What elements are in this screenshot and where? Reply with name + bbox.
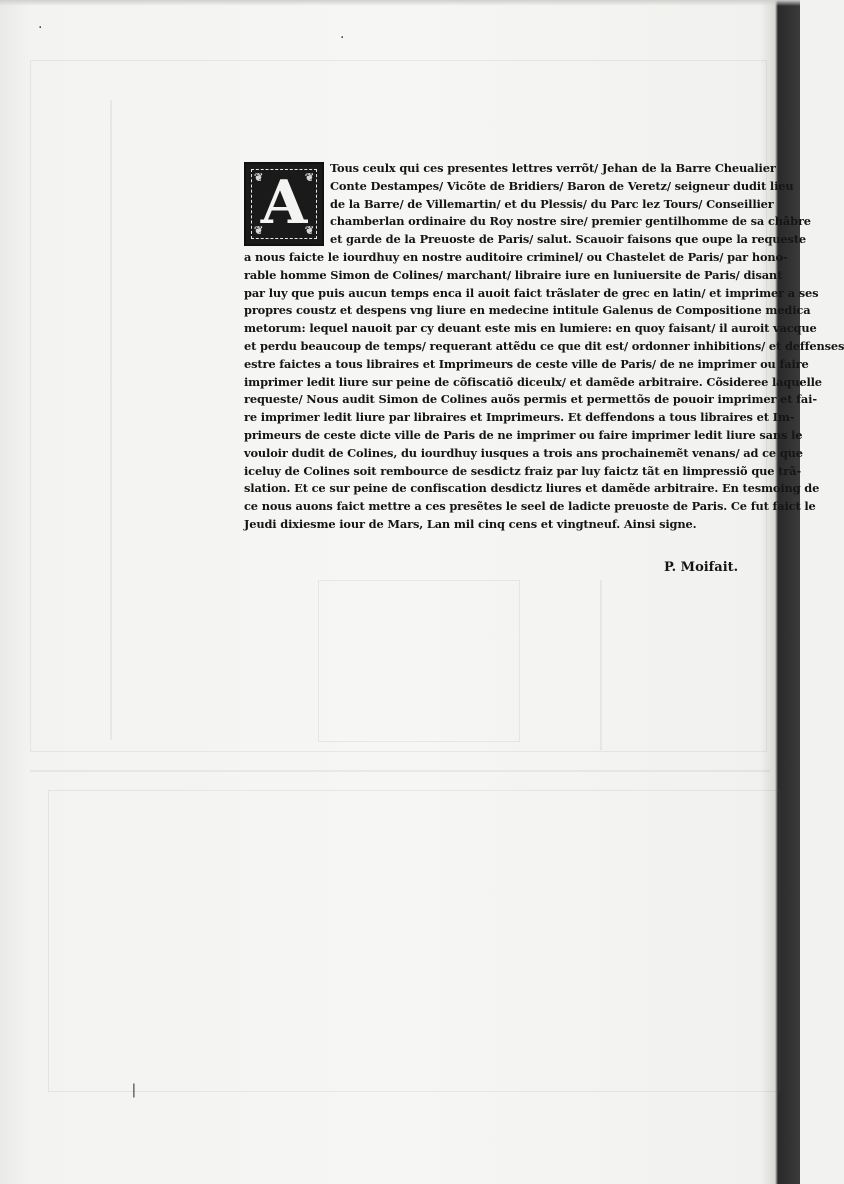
decorated-initial bbox=[244, 162, 324, 246]
text-line: de la Barre/ de Villemartin/ et du Plessis/ du Parc lez Tours/ Conseillier bbox=[330, 196, 774, 211]
show-through-rule bbox=[30, 770, 770, 772]
text-line: metorum: lequel nauoit par cy deuant este mis en lumiere: en quoy faisant/ il auroit vacque bbox=[244, 321, 817, 336]
text-line: ce nous auons faict mettre a ces presẽtes le seel de ladicte preuoste de Paris. Ce fut faict le bbox=[244, 499, 816, 514]
text-line: primeurs de ceste dicte ville de Paris de ne imprimer ou faire imprimer ledit liure sans le bbox=[244, 427, 803, 442]
show-through-column bbox=[110, 100, 112, 740]
page-top-edge bbox=[0, 0, 800, 6]
text-line: Jeudi dixiesme iour de Mars, Lan mil cinq cens et vingtneuf. Ainsi signe. bbox=[244, 516, 697, 531]
leaf-ornament-icon: ❦ bbox=[304, 171, 314, 184]
text-line: et perdu beaucoup de temps/ requerant attẽdu ce que dit est/ ordonner inhibitions/ et deffenses bbox=[244, 338, 844, 353]
text-line: et garde de la Preuoste de Paris/ salut. Scauoir faisons que oupe la requeste bbox=[330, 232, 807, 247]
initial-letter: A bbox=[260, 168, 308, 238]
text-line: slation. Et ce sur peine de confiscation desdictz liures et damẽde arbitraire. En tesmoing de bbox=[244, 481, 820, 496]
ink-speck: ❘ bbox=[128, 1082, 140, 1098]
text-line: estre faictes a tous libraires et Imprimeurs de ceste ville de Paris/ de ne imprimer ou faire bbox=[244, 356, 809, 371]
text-line: Conte Destampes/ Vicõte de Bridiers/ Baron de Veretz/ seigneur dudit lieu bbox=[330, 178, 794, 193]
show-through-frame-lower bbox=[48, 790, 780, 1092]
text-line: rable homme Simon de Colines/ marchant/ libraire iure en luniuersite de Paris/ disant bbox=[244, 267, 783, 282]
text-line: requeste/ Nous audit Simon de Colines auõs permis et permettõs de pouoir imprimer et fai- bbox=[244, 392, 817, 407]
privilege-text bbox=[244, 160, 844, 534]
ink-speck: · bbox=[340, 30, 345, 46]
leaf-ornament-icon: ❦ bbox=[254, 171, 264, 184]
text-line: re imprimer ledit liure par libraires et Imprimeurs. Et deffendons a tous libraires et Im- bbox=[244, 410, 795, 425]
ink-speck: · bbox=[38, 20, 43, 36]
text-line: propres coustz et despens vng liure en medecine intitule Galenus de Compositione medica bbox=[244, 303, 811, 318]
text-line: imprimer ledit liure sur peine de cõfiscatiõ diceulx/ et damẽde arbitraire. Cõsideree laquelle bbox=[244, 374, 822, 389]
text-line: chamberlan ordinaire du Roy nostre sire/ premier gentilhomme de sa châbre bbox=[330, 214, 811, 229]
text-line: a nous faicte le iourdhuy en nostre auditoire criminel/ ou Chastelet de Paris/ par hono- bbox=[244, 249, 788, 264]
text-line: iceluy de Colines soit rembource de sesdictz fraiz par luy faictz tãt en limpressiõ que trã- bbox=[244, 463, 801, 478]
leaf-ornament-icon: ❦ bbox=[304, 224, 314, 237]
text-line: Tous ceulx qui ces presentes lettres verrõt/ Jehan de la Barre Cheualier bbox=[330, 161, 776, 175]
signature: P. Moifait. bbox=[664, 560, 739, 575]
leaf-ornament-icon: ❦ bbox=[254, 224, 264, 237]
show-through-column bbox=[600, 580, 602, 750]
text-line: par luy que puis aucun temps enca il auoit faict trãslater de grec en latin/ et imprimer a ses bbox=[244, 285, 819, 300]
show-through-panel bbox=[318, 580, 520, 742]
text-line: vouloir dudit de Colines, du iourdhuy iusques a trois ans prochainemẽt venans/ ad ce que bbox=[244, 445, 803, 460]
